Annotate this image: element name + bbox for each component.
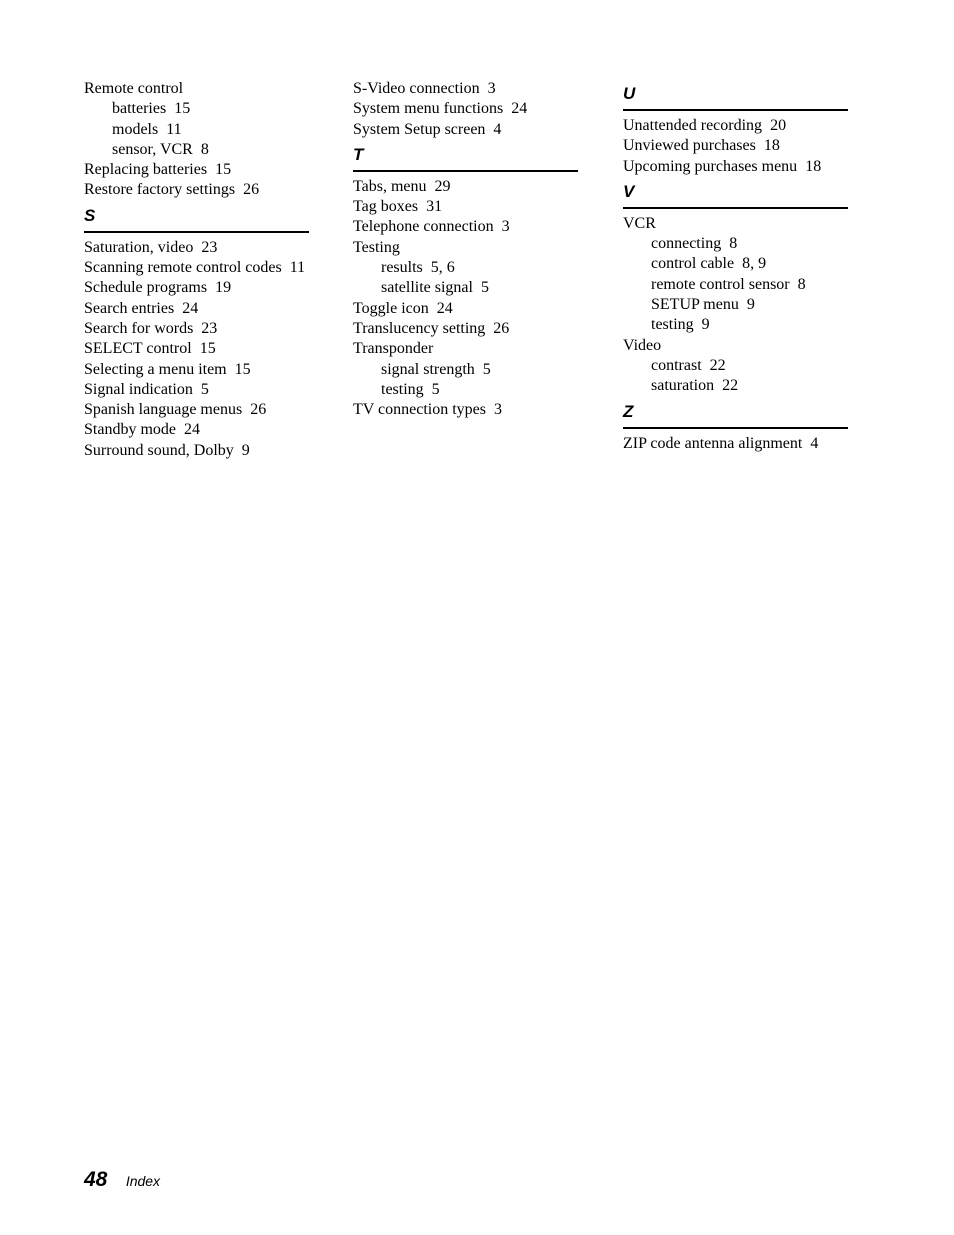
index-entry [623,116,883,136]
index-column-1 [84,79,344,461]
index-entry [353,217,613,237]
entry-page-ref: 24 [511,100,528,118]
page-footer [84,1168,160,1192]
index-entry [623,336,883,356]
index-entry [84,380,344,400]
entry-page-ref: 5 [482,360,491,378]
entry-term: results [381,259,423,277]
entry-page-ref: 9 [746,296,755,314]
index-subentry [353,258,613,278]
entry-term: Unattended recording [623,117,763,134]
entry-term: testing [651,316,694,334]
entry-page-ref: 4 [493,120,502,138]
entry-page-ref: 26 [493,319,510,337]
index-entry [623,136,883,156]
entry-term: Search for words [84,319,194,337]
entry-page-ref: 15 [215,161,232,179]
entry-term: SETUP menu [651,296,739,314]
entry-term: Restore factory settings [84,181,236,199]
index-column-2 [353,79,613,420]
entry-term: System Setup screen [353,120,486,138]
index-subentry [623,356,883,376]
entry-page-ref: 5 [200,380,209,398]
entry-term: Unviewed purchases [623,137,756,155]
section-divider [353,170,578,172]
entry-page-ref: 3 [487,80,496,97]
entry-page-ref: 8 [200,140,209,158]
entry-term: VCR [623,214,656,232]
entry-term: saturation [651,377,715,395]
entry-term: contrast [651,356,702,374]
entry-page-ref: 5 [431,380,440,398]
entry-page-ref: 5, 6 [430,259,455,277]
index-entry [353,197,613,217]
entry-page-ref: 23 [201,319,218,337]
entry-page-ref: 22 [722,377,739,395]
index-entry [353,177,613,197]
index-entry [353,319,613,339]
index-entry [353,120,613,140]
index-subentry [623,376,883,396]
index-subentry [623,275,883,295]
entry-page-ref: 24 [182,299,199,317]
index-entry [353,99,613,119]
entry-page-ref: 15 [174,100,191,118]
entry-page-ref: 8 [797,275,806,293]
index-subentry [353,278,613,298]
entry-term: Telephone connection [353,218,494,236]
entry-term: signal strength [381,360,475,378]
index-subentry [84,120,344,140]
entry-term: System menu functions [353,100,504,118]
entry-term: Remote control [84,80,184,97]
index-entry [623,214,883,234]
section-divider [84,231,309,233]
entry-page-ref: 26 [250,401,267,419]
entry-page-ref: 29 [434,177,451,195]
entry-page-ref: 18 [805,157,822,175]
entry-term: Spanish language menus [84,401,243,419]
entry-term: Replacing batteries [84,161,208,179]
index-subentry [623,254,883,274]
entry-term: control cable [651,255,735,273]
entry-page-ref: 31 [426,198,443,216]
index-subentry [84,140,344,160]
entry-page-ref: 9 [701,316,710,334]
entry-page-ref: 4 [810,434,819,452]
index-entry [84,79,344,99]
index-letter-heading: S [84,205,96,225]
index-entry [84,258,344,278]
page-number: 48 [84,1168,108,1191]
entry-page-ref: 15 [234,360,251,378]
entry-term: Tag boxes [353,198,419,216]
index-entry [353,238,613,258]
entry-term: SELECT control [84,340,192,358]
entry-page-ref: 22 [709,356,726,374]
entry-term: ZIP code antenna alignment [623,434,803,452]
index-column-3 [623,79,883,454]
index-entry [84,420,344,440]
section-label: Index [125,1173,161,1189]
index-entry [84,180,344,200]
index-entry [84,441,344,461]
index-entry [84,319,344,339]
entry-page-ref: 15 [199,340,216,358]
index-entry [353,79,613,99]
index-entry [623,157,883,177]
entry-term: testing [381,380,424,398]
entry-term: Schedule programs [84,279,208,297]
index-subentry [623,234,883,254]
index-entry [353,400,613,420]
index-entry [84,299,344,319]
index-entry [623,434,883,454]
entry-term: Standby mode [84,421,176,439]
entry-page-ref: 24 [436,299,453,317]
entry-page-ref: 26 [243,181,260,199]
entry-page-ref: 3 [501,218,510,236]
entry-term: sensor, VCR [112,140,193,158]
index-entry [84,339,344,359]
entry-term: satellite signal [381,279,473,297]
entry-page-ref: 20 [770,117,787,134]
index-subentry [623,315,883,335]
entry-term: Tabs, menu [353,177,427,195]
index-entry [84,278,344,298]
entry-term: Selecting a menu item [84,360,227,378]
entry-page-ref: 11 [289,259,306,277]
entry-term: Scanning remote control codes [84,259,282,277]
index-subentry [623,295,883,315]
entry-term: Saturation, video [84,238,194,256]
index-letter-heading: Z [623,401,634,421]
entry-term: remote control sensor [651,275,790,293]
index-letter-heading: T [353,144,364,164]
entry-term: models [112,120,159,138]
entry-page-ref: 19 [215,279,232,297]
entry-term: Upcoming purchases menu [623,157,798,175]
entry-page-ref: 8 [729,235,738,253]
entry-term: Testing [353,238,400,256]
entry-term: Signal indication [84,380,193,398]
entry-page-ref: 18 [763,137,780,155]
index-entry [84,360,344,380]
entry-term: connecting [651,235,722,253]
entry-page-ref: 11 [166,120,182,138]
index-entry [84,400,344,420]
entry-term: S-Video connection [353,80,480,97]
entry-term: Surround sound, Dolby [84,441,234,459]
index-entry [353,299,613,319]
entry-page-ref: 23 [201,238,218,256]
index-letter-heading: U [623,84,636,103]
entry-term: Transponder [353,340,434,358]
index-entry [353,339,613,359]
section-divider [623,207,848,209]
entry-page-ref: 9 [241,441,250,459]
entry-page-ref: 5 [480,279,489,297]
index-subentry [353,380,613,400]
entry-term: TV connection types [353,401,487,419]
index-subentry [353,360,613,380]
entry-term: Translucency setting [353,319,486,337]
entry-term: batteries [112,100,167,118]
entry-page-ref: 8, 9 [742,255,767,273]
index-subentry [84,99,344,119]
index-entry [84,160,344,180]
section-divider [623,427,848,429]
entry-page-ref: 24 [184,421,200,439]
entry-term: Video [623,336,662,354]
entry-term: Toggle icon [353,299,429,317]
entry-term: Search entries [84,299,175,317]
entry-page-ref: 3 [494,401,503,419]
index-letter-heading: V [623,181,635,201]
section-divider [623,109,848,111]
index-entry [84,238,344,258]
